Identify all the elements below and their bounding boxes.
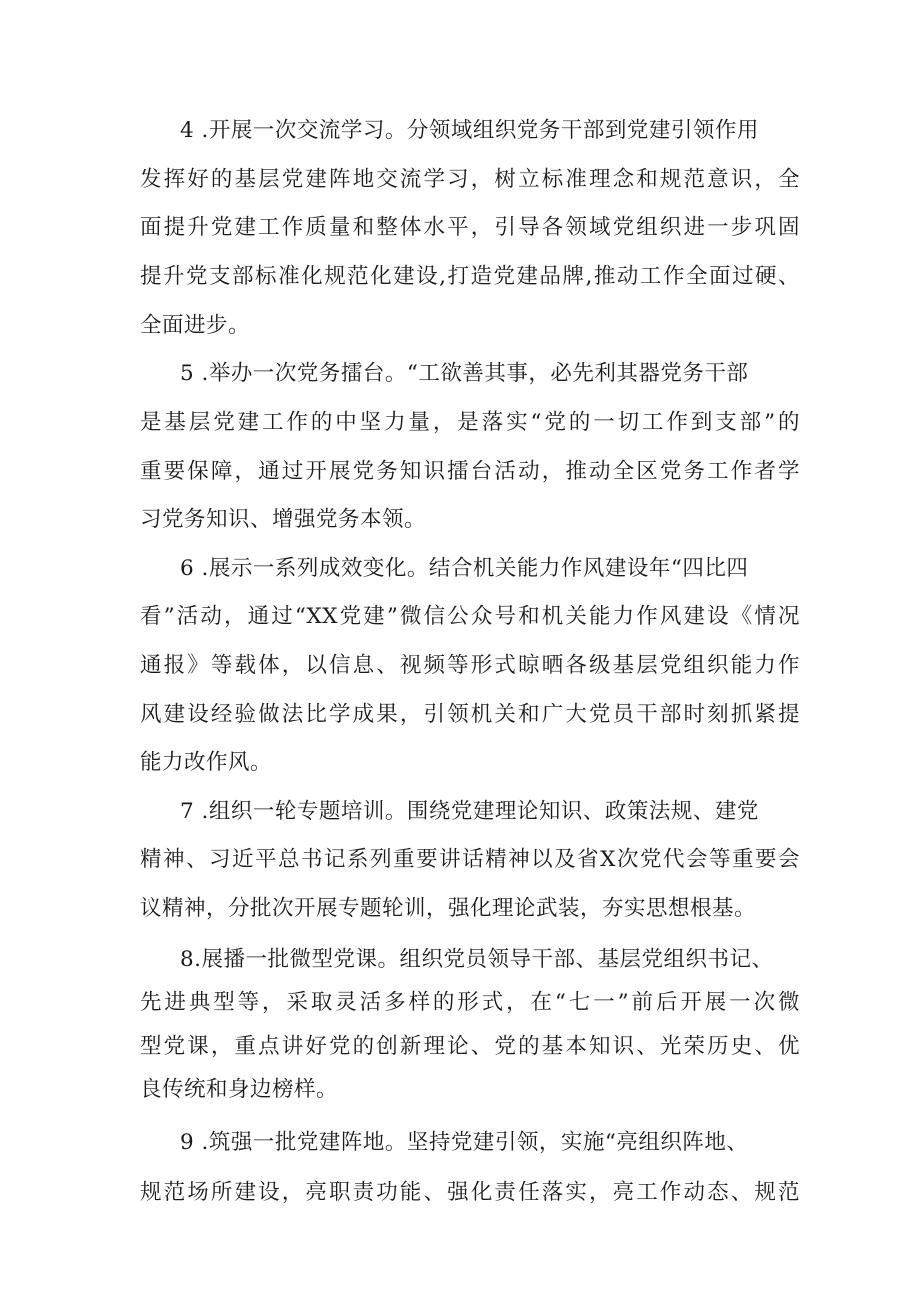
text-line: 9 .筑强一批党建阵地。坚持党建引领，实施“亮组织阵地、: [180, 1130, 749, 1155]
text-line: 发挥好的基层党建阵地交流学习，树立标准理念和规范意识，全: [140, 167, 800, 192]
text-line: 议精神，分批次开展专题轮训，强化理论武装，夯实思想根基。: [140, 896, 757, 921]
text-line: 型党课，重点讲好党的创新理论、党的基本知识、光荣历史、优: [140, 1034, 800, 1059]
text-line: 规范场所建设，亮职责功能、强化责任落实，亮工作动态、规范: [140, 1180, 800, 1205]
text-line: 先进典型等，采取灵活多样的形式，在“七一”前后开展一次微: [140, 990, 800, 1015]
text-line: 通报》等载体，以信息、视频等形式晾晒各级基层党组织能力作: [140, 653, 800, 678]
text-line: 习党务知识、增强党务本领。: [140, 507, 427, 532]
text-line: 看”活动，通过“XX党建”微信公众号和机关能力作风建设《情况: [140, 604, 800, 629]
text-line: 是基层党建工作的中坚力量，是落实“党的一切工作到支部”的: [140, 410, 800, 435]
text-line: 8.展播一批微型党课。组织党员领导干部、基层党组织书记、: [180, 947, 774, 972]
text-line: 7 .组织一轮专题培训。围绕党建理论知识、政策法规、建党: [180, 799, 759, 824]
text-line: 重要保障，通过开展党务知识擂台活动，推动全区党务工作者学: [140, 459, 800, 484]
text-line: 全面进步。: [140, 313, 251, 338]
text-line: 提升党支部标准化规范化建设,打造党建品牌,推动工作全面过硬、: [140, 264, 800, 289]
text-line: 4 .开展一次交流学习。分领域组织党务干部到党建引领作用: [180, 118, 759, 143]
text-line: 风建设经验做法比学成果，引领机关和广大党员干部时刻抓紧提: [140, 702, 800, 727]
text-line: 能力改作风。: [140, 750, 273, 775]
text-line: 良传统和身边榜样。: [140, 1077, 339, 1102]
text-line: 面提升党建工作质量和整体水平，引导各领域党组织进一步巩固: [140, 215, 800, 240]
text-line: 5 .举办一次党务擂台。“工欲善其事，必先利其器党务干部: [180, 361, 749, 386]
text-line: 6 .展示一系列成效变化。结合机关能力作风建设年“四比四: [180, 556, 749, 581]
text-line: 精神、习近平总书记系列重要讲话精神以及省X次党代会等重要会: [140, 847, 800, 872]
